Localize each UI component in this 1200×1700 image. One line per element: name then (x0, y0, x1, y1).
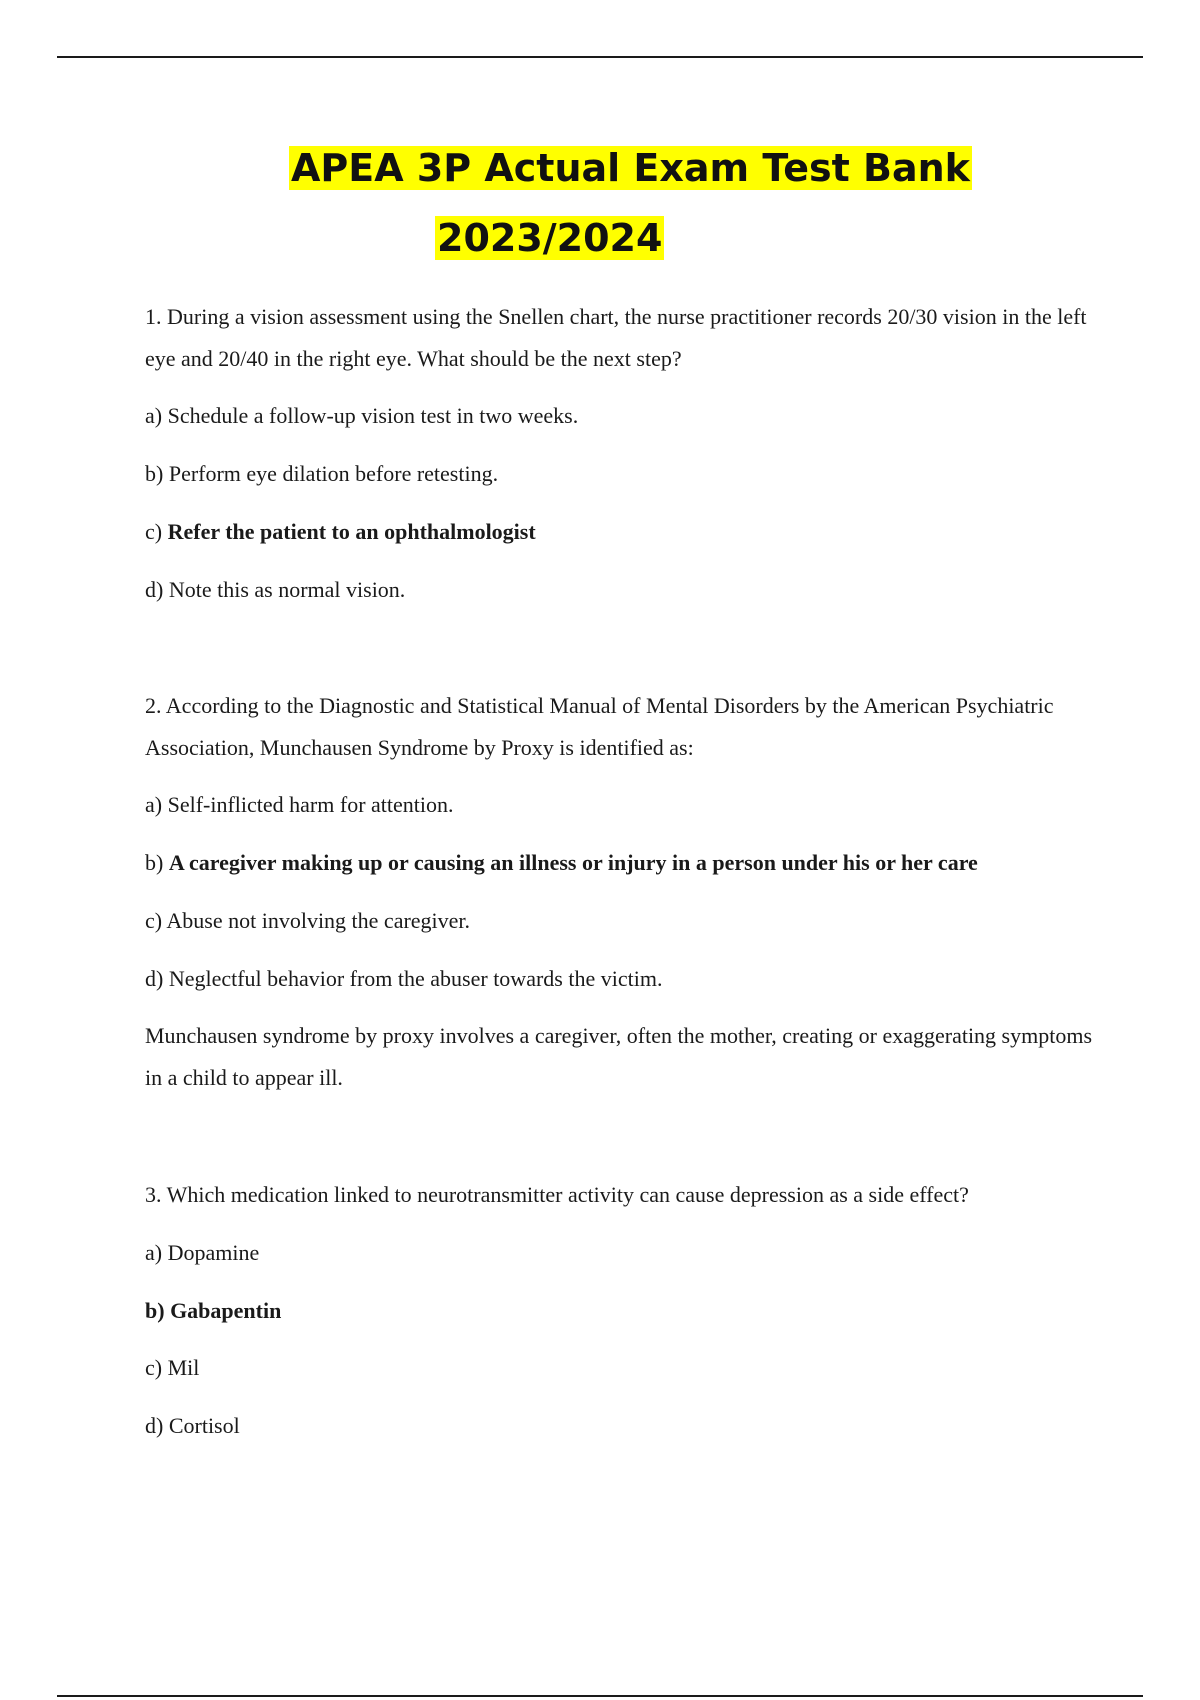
option-prefix: a) (145, 792, 168, 817)
option-text: Self-inflicted harm for attention. (167, 792, 454, 817)
option-prefix: c) (145, 519, 168, 544)
correct-answer: Gabapentin (170, 1298, 282, 1323)
option-text: Abuse not involving the caregiver. (166, 908, 471, 933)
question-2-option-b (145, 842, 1095, 884)
option-text: Perform eye dilation before retesting. (168, 461, 499, 486)
option-prefix: a) (145, 403, 168, 428)
correct-answer: A caregiver making up or causing an illness or injury in a person under his or her care (168, 850, 978, 875)
document-title (289, 143, 972, 193)
option-text: Cortisol (168, 1413, 240, 1438)
question-2-rationale: Munchausen syndrome by proxy involves a caregiver, often the mother, creating or exaggerating symptoms in a child to appear ill. (145, 1023, 1093, 1090)
question-1-option-a (145, 395, 1095, 437)
question-1-option-c (145, 511, 1095, 553)
question-3-option-a (145, 1232, 1095, 1274)
option-prefix: d) (145, 966, 169, 991)
question-1-option-d (145, 569, 1095, 611)
option-text: Schedule a follow-up vision test in two weeks. (167, 403, 579, 428)
question-1-stem: 1. During a vision assessment using the Snellen chart, the nurse practitioner records 20/30 vision in the left eye and 20/40 in the right eye. What should be the next step? (145, 304, 1087, 371)
option-prefix: d) (145, 577, 169, 602)
question-2-stem: 2. According to the Diagnostic and Statistical Manual of Mental Disorders by the American Psychiatric Association, Munchausen Syndrome by Proxy is identified as: (145, 693, 1054, 760)
question-2-option-d (145, 958, 1095, 1000)
question-2-option-a (145, 784, 1095, 826)
option-text: Neglectful behavior from the abuser towards the victim. (168, 966, 663, 991)
correct-answer: Refer the patient to an ophthalmologist (167, 519, 536, 544)
question-3-option-d (145, 1405, 1095, 1447)
bottom-rule (57, 1695, 1143, 1697)
option-text: Mil (167, 1355, 200, 1380)
option-prefix: d) (145, 1413, 169, 1438)
option-prefix: b) (145, 461, 169, 486)
question-1-option-b (145, 453, 1095, 495)
top-rule (57, 56, 1143, 58)
question-3-stem: 3. Which medication linked to neurotransmitter activity can cause depression as a side effect? (145, 1182, 969, 1207)
option-prefix: a) (145, 1240, 168, 1265)
title-highlight: APEA 3P Actual Exam Test Bank (291, 146, 970, 190)
option-prefix: b) (145, 850, 169, 875)
option-prefix: b) (145, 1298, 171, 1323)
question-3-option-b (145, 1290, 1095, 1332)
option-prefix: c) (145, 908, 167, 933)
document-subtitle-year (435, 213, 664, 263)
option-prefix: c) (145, 1355, 168, 1380)
option-text: Dopamine (167, 1240, 260, 1265)
option-text: Note this as normal vision. (168, 577, 406, 602)
question-2-option-c (145, 900, 1095, 942)
year-highlight: 2023/2024 (437, 216, 663, 260)
question-3-option-c (145, 1347, 1095, 1389)
